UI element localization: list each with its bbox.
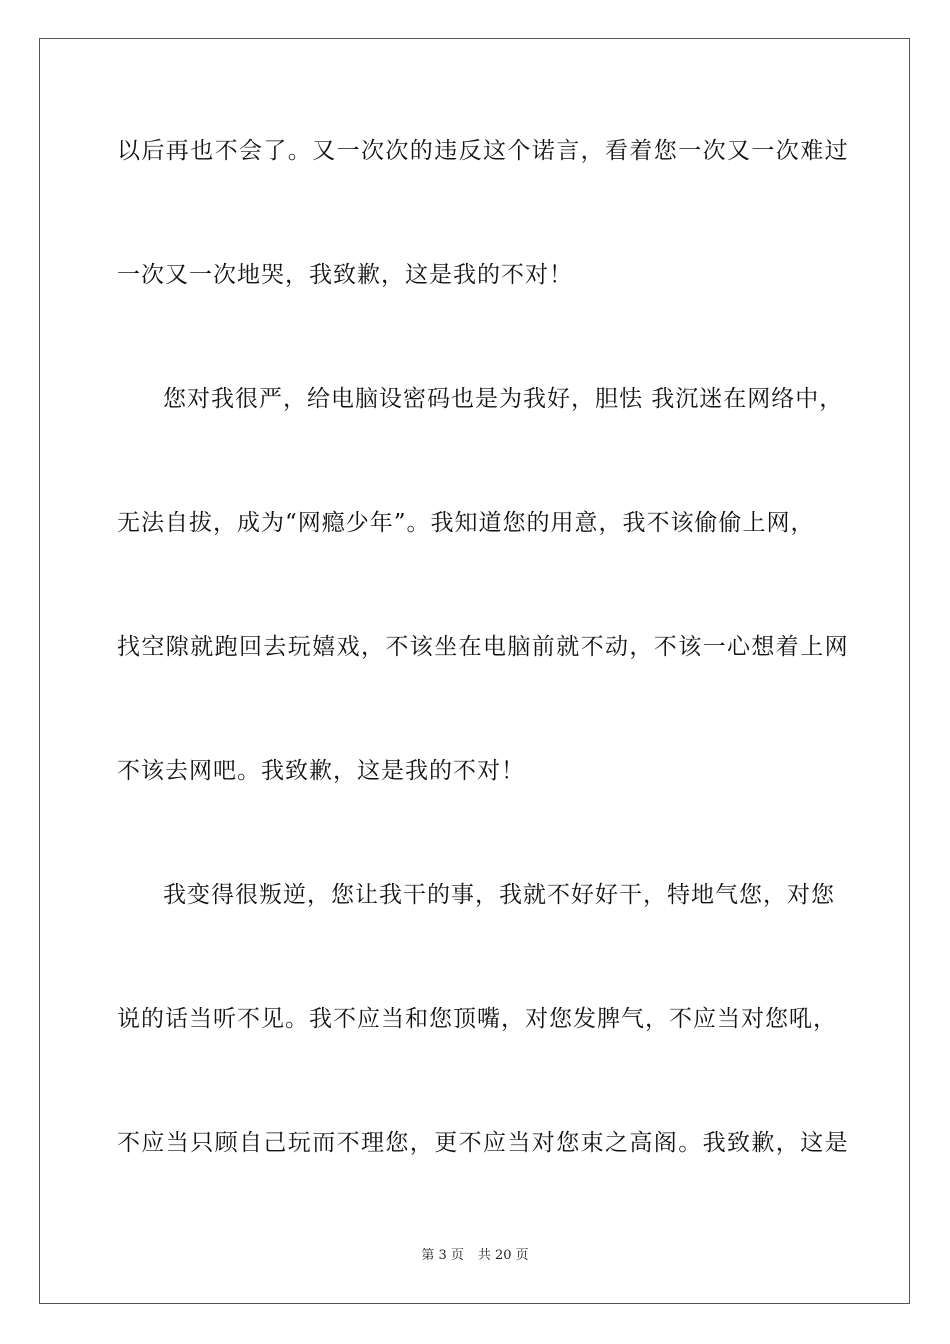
paragraph-line: 不应当只顾自己玩而不理您，更不应当对您束之高阁。我致歉，这是 bbox=[117, 1130, 849, 1156]
paragraph-line-indented: 我变得很叛逆，您让我干的事，我就不好好干，特地气您，对您 bbox=[163, 882, 835, 908]
paragraph-line: 找空隙就跑回去玩嬉戏，不该坐在电脑前就不动，不该一心想着上网 bbox=[117, 634, 849, 660]
total-pages: 共 20 页 bbox=[477, 1248, 529, 1263]
paragraph-line: 说的话当听不见。我不应当和您顶嘴，对您发脾气，不应当对您吼， bbox=[117, 1006, 837, 1032]
paragraph-line: 无法自拔，成为“网瘾少年”。我知道您的用意，我不该偷偷上网， bbox=[117, 510, 815, 536]
page-number: 第 3 页 bbox=[421, 1248, 464, 1263]
paragraph-line: 以后再也不会了。又一次次的违反这个诺言，看着您一次又一次难过 bbox=[117, 138, 849, 164]
paragraph-line-indented: 您对我很严，给电脑设密码也是为我好，胆怯 我沉迷在网络中， bbox=[163, 386, 844, 412]
paragraph-line: 一次又一次地哭，我致歉，这是我的不对！ bbox=[117, 262, 573, 288]
paragraph-line: 不该去网吧。我致歉，这是我的不对！ bbox=[117, 758, 525, 784]
page-border bbox=[39, 38, 910, 1304]
page-footer bbox=[0, 1247, 950, 1265]
